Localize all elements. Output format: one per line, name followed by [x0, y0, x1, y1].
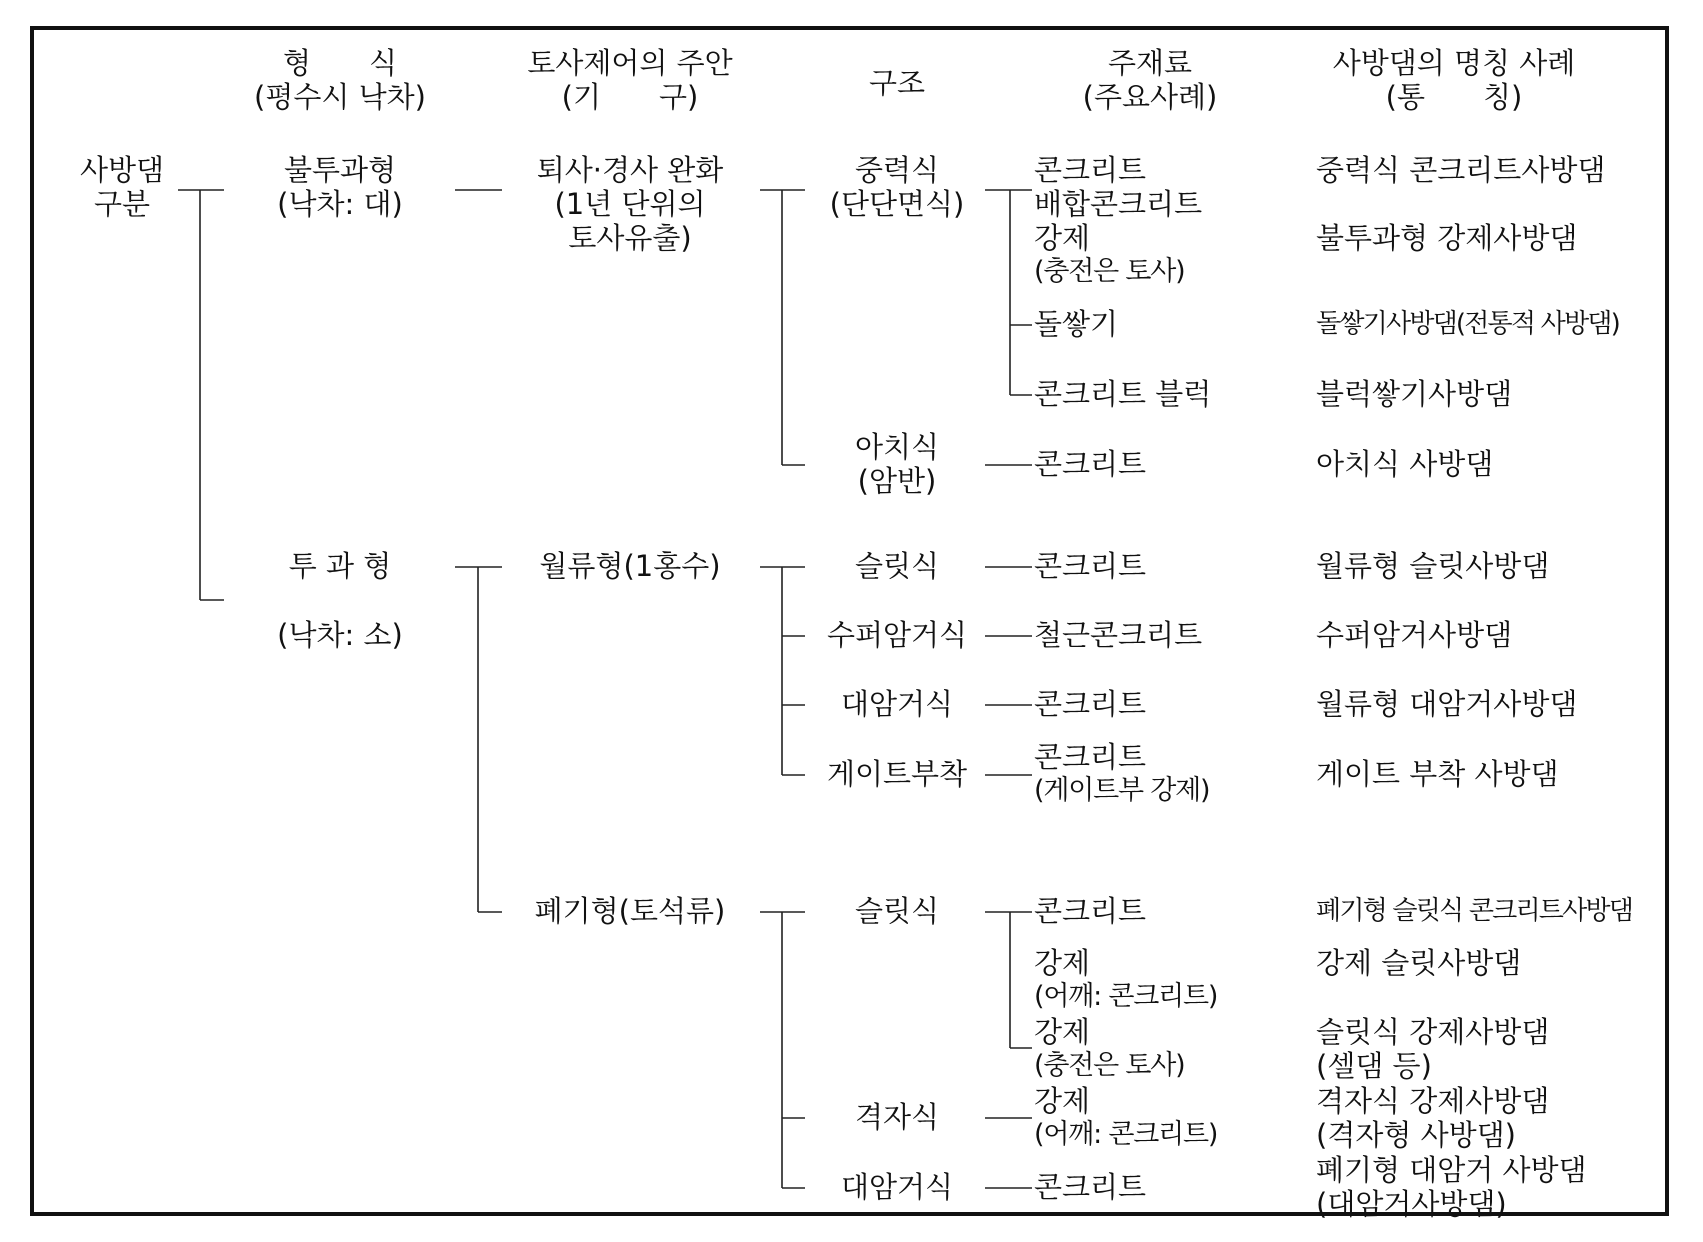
- structure-gate: 게이트부착: [826, 757, 968, 791]
- header-main-purpose: 토사제어의 주안 (기 구): [527, 46, 733, 114]
- name-steel-slit: 강제 슬릿사방댐: [1316, 946, 1522, 980]
- material-steel-shoulder: 강제 (어깨: 콘크리트): [1034, 946, 1218, 1012]
- header-form: 형 식 (평수시 낙차): [254, 46, 426, 114]
- structure-slit-waste: 슬릿식: [854, 894, 940, 928]
- material-steel-soil-waste: 강제 (충전은 토사): [1034, 1015, 1185, 1081]
- name-block-masonry: 블럭쌓기사방댐: [1316, 377, 1513, 411]
- name-gate: 게이트 부착 사방댐: [1316, 757, 1559, 791]
- material-concrete-culvert: 콘크리트: [1034, 687, 1147, 721]
- name-impermeable-steel: 불투과형 강제사방댐: [1316, 221, 1578, 255]
- header-structure: 구조: [868, 66, 926, 100]
- material-concrete-arch: 콘크리트: [1034, 447, 1147, 481]
- name-gravity-concrete: 중력식 콘크리트사방댐: [1316, 153, 1606, 187]
- type-impermeable: 불투과형 (낙차: 대): [277, 153, 403, 221]
- header-material: 주재료 (주요사례): [1082, 46, 1218, 114]
- material-reinforced-concrete: 철근콘크리트: [1034, 618, 1203, 652]
- name-grid-steel: 격자식 강제사방댐 (격자형 사방댐): [1316, 1084, 1550, 1152]
- purpose-impermeable: 퇴사·경사 완화 (1년 단위의 토사유출): [536, 153, 724, 255]
- name-slit-steel: 슬릿식 강제사방댐 (셀댐 등): [1316, 1015, 1550, 1083]
- material-mixed-concrete: 배합콘크리트: [1034, 187, 1203, 221]
- structure-grid: 격자식: [854, 1100, 940, 1134]
- purpose-waste: 폐기형(토석류): [534, 894, 726, 928]
- structure-arch: 아치식 (암반): [854, 430, 940, 498]
- structure-superdam: 수퍼암거식: [826, 618, 968, 652]
- material-concrete: 콘크리트: [1034, 153, 1147, 187]
- name-stone-masonry: 돌쌓기사방댐(전통적 사방댐): [1316, 309, 1619, 339]
- structure-largeculvert-overflow: 대암거식: [840, 687, 954, 721]
- type-permeable-drop: (낙차: 소): [277, 618, 403, 652]
- material-concrete-slit: 콘크리트: [1034, 549, 1147, 583]
- material-concrete-culvert-waste: 콘크리트: [1034, 1170, 1147, 1204]
- material-steel-shoulder-grid: 강제 (어깨: 콘크리트): [1034, 1084, 1218, 1150]
- header-naming: 사방댐의 명칭 사례 (통 칭): [1332, 46, 1576, 114]
- structure-gravity: 중력식 (단단면식): [829, 153, 965, 221]
- name-arch: 아치식 사방댐: [1316, 447, 1494, 481]
- material-steel-soil: 강제 (충전은 토사): [1034, 221, 1185, 287]
- material-concrete-slit-waste: 콘크리트: [1034, 894, 1147, 928]
- name-waste-largeculvert: 폐기형 대암거 사방댐 (대암거사방댐): [1316, 1153, 1587, 1221]
- name-waste-slit-concrete: 폐기형 슬릿식 콘크리트사방댐: [1316, 896, 1633, 926]
- material-concrete-block: 콘크리트 블럭: [1034, 377, 1212, 411]
- name-superdam: 수퍼암거사방댐: [1316, 618, 1513, 652]
- structure-slit-overflow: 슬릿식: [854, 549, 940, 583]
- name-overflow-slit: 월류형 슬릿사방댐: [1316, 549, 1550, 583]
- material-stone-masonry: 돌쌓기: [1034, 307, 1119, 341]
- material-concrete-gate: 콘크리트 (게이트부 강제): [1034, 740, 1210, 806]
- name-overflow-largeculvert: 월류형 대암거사방댐: [1316, 687, 1578, 721]
- structure-largeculvert-waste: 대암거식: [840, 1170, 954, 1204]
- root-label: 사방댐 구분: [79, 153, 165, 221]
- type-permeable: 투 과 형: [288, 549, 392, 583]
- purpose-overflow: 월류형(1홍수): [539, 549, 721, 583]
